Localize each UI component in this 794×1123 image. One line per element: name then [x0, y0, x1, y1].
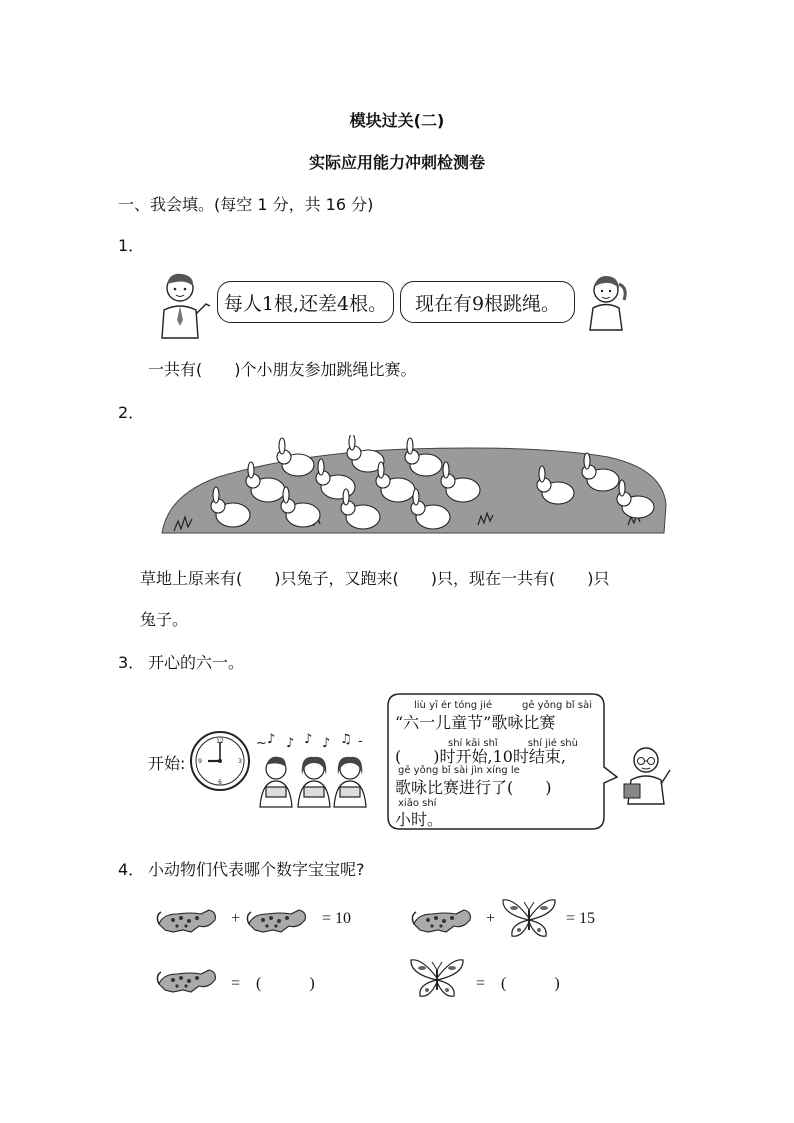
q1-question: 一共有( )个小朋友参加跳绳比赛。 [148, 360, 417, 379]
svg-text:6: 6 [218, 779, 222, 786]
teacher-illustration [620, 740, 672, 806]
svg-text:3: 3 [238, 758, 242, 765]
girl-illustration [580, 270, 632, 332]
clock-icon [188, 729, 252, 793]
bubble-line2-pinyin: shí kāi shǐ shí jié shù [448, 738, 578, 749]
eq2-plus: + [486, 910, 496, 927]
svg-text:~: ~ [256, 736, 267, 751]
svg-text:♫: ♫ [340, 732, 352, 747]
q4-number: 4． [118, 860, 145, 879]
speech-bubble-left [217, 281, 394, 323]
eq3-answer-blank: = ( ) [231, 975, 315, 992]
bubble-line3-pinyin: gē yǒng bǐ sài jìn xíng le [398, 765, 520, 776]
rabbits-on-grass-illustration [158, 435, 670, 540]
bubble-line1-text: “六一儿童节”歌咏比赛 [395, 713, 556, 732]
bubble-line1-pinyin-a: liù yī ér tóng jié [414, 700, 493, 711]
q2-number: 2． [118, 403, 145, 422]
leopard-icon [155, 962, 219, 996]
bubble-line3-text: 歌咏比赛进行了( ) [395, 778, 552, 797]
bubble-line1-pinyin-b: gē yǒng bǐ sài [522, 700, 592, 711]
svg-text:♪: ♪ [267, 732, 276, 747]
leopard-icon [155, 902, 219, 936]
butterfly-icon [408, 956, 466, 1000]
q2-question-line2: 兔子。 [140, 610, 189, 629]
bubble-line4-pinyin: xiǎo shí [398, 798, 437, 809]
q4-title: 小动物们代表哪个数字宝宝呢? [148, 860, 365, 879]
eq4-answer-blank: = ( ) [476, 975, 560, 992]
svg-text:♪: ♪ [286, 736, 295, 751]
speech-bubble-left-text: 每人1根,还差4根。 [223, 292, 388, 315]
q2-question-line1: 草地上原来有( )只兔子，又跑来( )只，现在一共有( )只 [140, 569, 610, 588]
speech-bubble-right-text: 现在有9根跳绳。 [414, 292, 561, 315]
singing-children-illustration [252, 725, 377, 810]
eq2-result: = 15 [566, 910, 596, 927]
start-label: 开始: [148, 754, 186, 773]
q1-number: 1． [118, 236, 145, 255]
leopard-icon [245, 902, 309, 936]
page-title: 模块过关(二) [349, 111, 445, 130]
svg-text:♪: ♪ [322, 736, 331, 751]
page-subtitle: 实际应用能力冲刺检测卷 [308, 153, 485, 172]
svg-text:12: 12 [216, 738, 224, 745]
leopard-icon [410, 902, 474, 936]
boy-teacher-illustration [150, 270, 212, 340]
svg-text:-: - [358, 734, 363, 749]
speech-bubble-right [400, 281, 575, 323]
eq1-plus: + [231, 910, 241, 927]
q3-title: 开心的六一。 [148, 653, 245, 672]
svg-text:♪: ♪ [304, 732, 313, 747]
bubble-line4-text: 小时。 [395, 810, 444, 829]
bubble-line2-text: ( )时开始,10时结束, [395, 747, 567, 766]
svg-text:9: 9 [198, 758, 202, 765]
q3-number: 3． [118, 653, 145, 672]
eq1-result: = 10 [322, 910, 352, 927]
section-heading: 一、我会填。(每空 1 分，共 16 分) [118, 195, 374, 214]
butterfly-icon [500, 896, 558, 940]
